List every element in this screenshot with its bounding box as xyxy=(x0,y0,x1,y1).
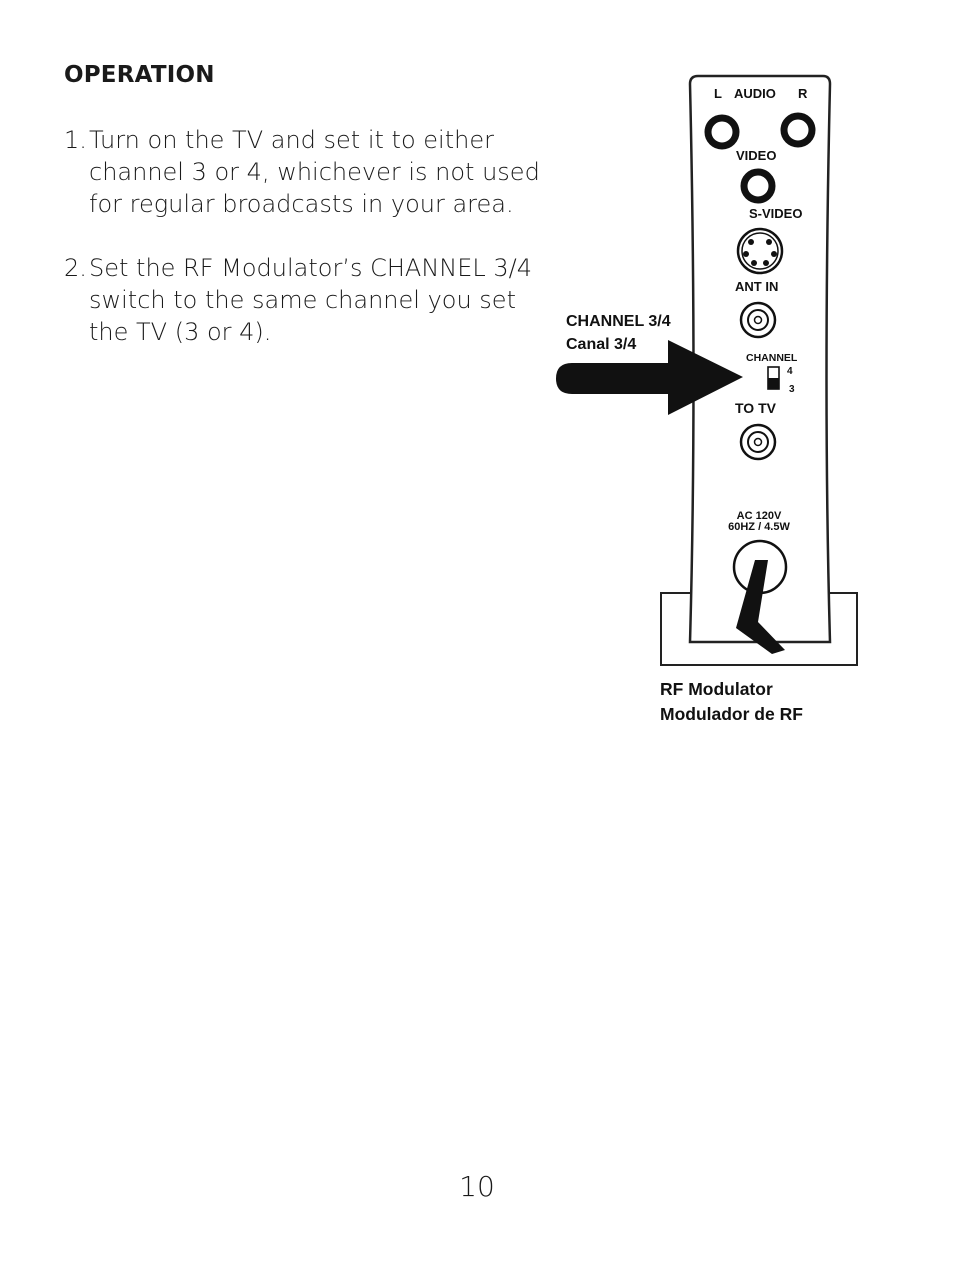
step-number: 1. xyxy=(64,126,87,154)
audio-left-jack-icon xyxy=(708,118,736,146)
rf-modulator-diagram xyxy=(540,60,880,740)
step-text: Turn on the TV and set it to either channel 3 or 4, whichever is not used for regular broadcasts in your area. xyxy=(89,126,540,218)
svideo-label: S-VIDEO xyxy=(749,206,803,221)
video-jack-icon xyxy=(744,172,772,200)
to-tv-label: TO TV xyxy=(735,400,776,416)
audio-right-jack-icon xyxy=(784,116,812,144)
audio-label: AUDIO xyxy=(734,86,776,101)
power-rating-line2: 60HZ / 4.5W xyxy=(728,521,790,533)
channel-4-label: 4 xyxy=(787,366,793,377)
section-heading: OPERATION xyxy=(64,62,215,88)
ant-in-label: ANT IN xyxy=(735,279,779,294)
step-text: Set the RF Modulator’s CHANNEL 3/4 switch to the same channel you set the TV (3 or 4). xyxy=(89,254,533,346)
page-number: 10 xyxy=(459,1170,495,1203)
caption-english: RF Modulator xyxy=(660,679,773,699)
callout-canal-label: Canal 3/4 xyxy=(566,336,637,353)
audio-r-label: R xyxy=(798,86,808,101)
to-tv-coax-icon xyxy=(741,425,775,459)
channel-switch-icon xyxy=(768,367,779,389)
video-label: VIDEO xyxy=(736,148,777,163)
svideo-port-icon xyxy=(738,229,782,273)
channel-switch-label: CHANNEL xyxy=(746,352,798,364)
step-2 xyxy=(64,252,544,348)
caption-spanish: Modulador de RF xyxy=(660,704,803,724)
step-1 xyxy=(64,124,544,220)
callout-channel-label: CHANNEL 3/4 xyxy=(566,313,671,330)
step-number: 2. xyxy=(64,254,87,282)
power-rating-line1: AC 120V xyxy=(736,510,782,522)
ant-in-coax-icon xyxy=(741,303,775,337)
audio-l-label: L xyxy=(714,86,722,101)
channel-3-label: 3 xyxy=(789,384,795,395)
